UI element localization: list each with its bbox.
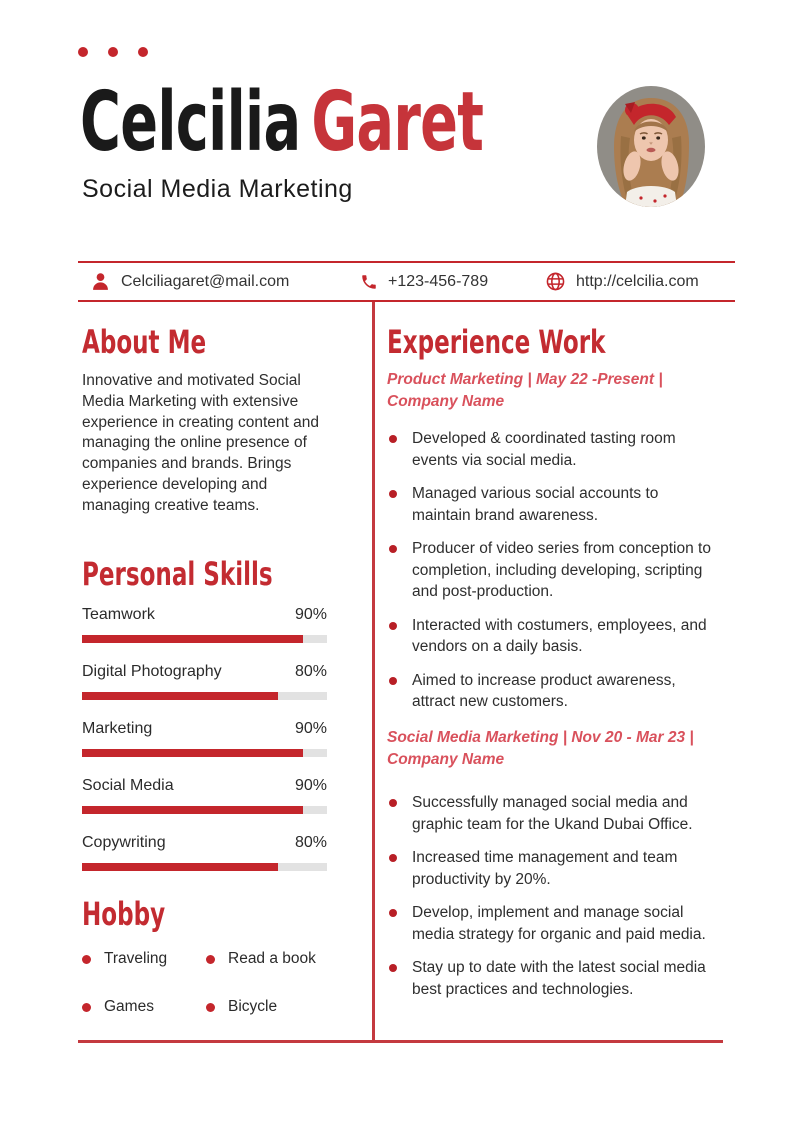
- skill-name: Copywriting: [82, 834, 166, 851]
- section-heading-hobby: Hobby: [82, 895, 166, 933]
- skill-percent: 90%: [294, 777, 327, 794]
- skill-percent: 80%: [294, 663, 327, 680]
- skill-item: [82, 663, 327, 700]
- email-text: Celciliagaret@mail.com: [121, 272, 290, 290]
- skill-bar-fill: [82, 692, 278, 700]
- experience-bullet: Increased time management and team productivity by 20%.: [387, 847, 712, 890]
- page-title: [80, 75, 673, 170]
- red-dot: [138, 47, 148, 57]
- hobby-list: [82, 948, 347, 1018]
- hobby-label: Games: [104, 998, 154, 1015]
- skill-percent: 90%: [294, 606, 327, 623]
- about-paragraph: Innovative and motivated Social Media Marketing with extensive experience in creating content and managing the online presence of companies and brands. Brings experience developing and managing creative teams.: [82, 372, 319, 514]
- job-subtitle: Social Media Marketing: [82, 175, 353, 203]
- section-heading-skills: Personal Skills: [82, 555, 273, 593]
- skill-bar-track: [82, 635, 327, 643]
- decorative-dots: [78, 47, 148, 57]
- name-first: Celcilia: [80, 75, 301, 170]
- experience-bullet: Successfully managed social media and graphic team for the Ukand Dubai Office.: [387, 792, 712, 835]
- job-bullets-2: [387, 792, 717, 1012]
- hobby-item: [82, 948, 206, 970]
- skill-bar-track: [82, 863, 327, 871]
- skill-bar-fill: [82, 635, 303, 643]
- skill-bar-fill: [82, 749, 303, 757]
- contact-phone: [360, 263, 488, 300]
- contact-website: [545, 263, 699, 300]
- hobby-label: Read a book: [228, 950, 316, 967]
- name-last: Garet: [311, 75, 484, 170]
- job-bullets-1: [387, 428, 717, 725]
- skill-item: [82, 777, 327, 814]
- skill-percent: 80%: [294, 834, 327, 851]
- red-dot: [108, 47, 118, 57]
- job-title-2: Social Media Marketing | Nov 20 - Mar 23 | Company Name: [387, 729, 694, 768]
- skill-percent: 90%: [294, 720, 327, 737]
- skill-item: [82, 834, 327, 871]
- contact-bar: [78, 261, 735, 302]
- portrait-illustration: [597, 86, 705, 207]
- bullet-dot: [82, 1003, 91, 1012]
- skill-item: [82, 606, 327, 643]
- skill-name: Social Media: [82, 777, 174, 794]
- hobby-item: [206, 948, 347, 970]
- profile-photo: [597, 86, 705, 207]
- bullet-dot: [82, 955, 91, 964]
- column-divider: [372, 302, 375, 1041]
- section-heading-about: About Me: [82, 323, 207, 361]
- experience-bullet: Develop, implement and manage social media strategy for organic and paid media.: [387, 902, 712, 945]
- hobby-label: Traveling: [104, 950, 168, 967]
- person-icon: [90, 271, 111, 292]
- experience-bullet: Developed & coordinated tasting room events via social media.: [387, 428, 712, 471]
- skills-list: [82, 606, 327, 891]
- skill-name: Digital Photography: [82, 663, 222, 680]
- contact-email: [90, 263, 289, 300]
- bottom-rule: [78, 1040, 723, 1043]
- website-text: http://celcilia.com: [576, 272, 699, 290]
- section-heading-experience: Experience Work: [387, 323, 606, 361]
- job-title-1: Product Marketing | May 22 -Present | Company Name: [387, 371, 663, 410]
- experience-bullet: Aimed to increase product awareness, attract new customers.: [387, 670, 712, 713]
- phone-icon: [360, 273, 378, 291]
- globe-icon: [545, 271, 566, 292]
- experience-bullet: Producer of video series from conception to completion, including developing, scripting and post-production.: [387, 538, 712, 603]
- hobby-item: [206, 996, 347, 1018]
- skill-bar-fill: [82, 806, 303, 814]
- skill-name: Teamwork: [82, 606, 155, 623]
- skill-bar-track: [82, 749, 327, 757]
- bullet-dot: [206, 955, 215, 964]
- skill-item: [82, 720, 327, 757]
- experience-bullet: Managed various social accounts to maintain brand awareness.: [387, 483, 712, 526]
- phone-text: +123-456-789: [388, 272, 489, 290]
- skill-bar-fill: [82, 863, 278, 871]
- skill-bar-track: [82, 692, 327, 700]
- hobby-item: [82, 996, 206, 1018]
- hobby-label: Bicycle: [228, 998, 278, 1015]
- experience-bullet: Interacted with costumers, employees, and vendors on a daily basis.: [387, 615, 712, 658]
- skill-bar-track: [82, 806, 327, 814]
- experience-bullet: Stay up to date with the latest social media best practices and technologies.: [387, 957, 712, 1000]
- bullet-dot: [206, 1003, 215, 1012]
- red-dot: [78, 47, 88, 57]
- skill-name: Marketing: [82, 720, 153, 737]
